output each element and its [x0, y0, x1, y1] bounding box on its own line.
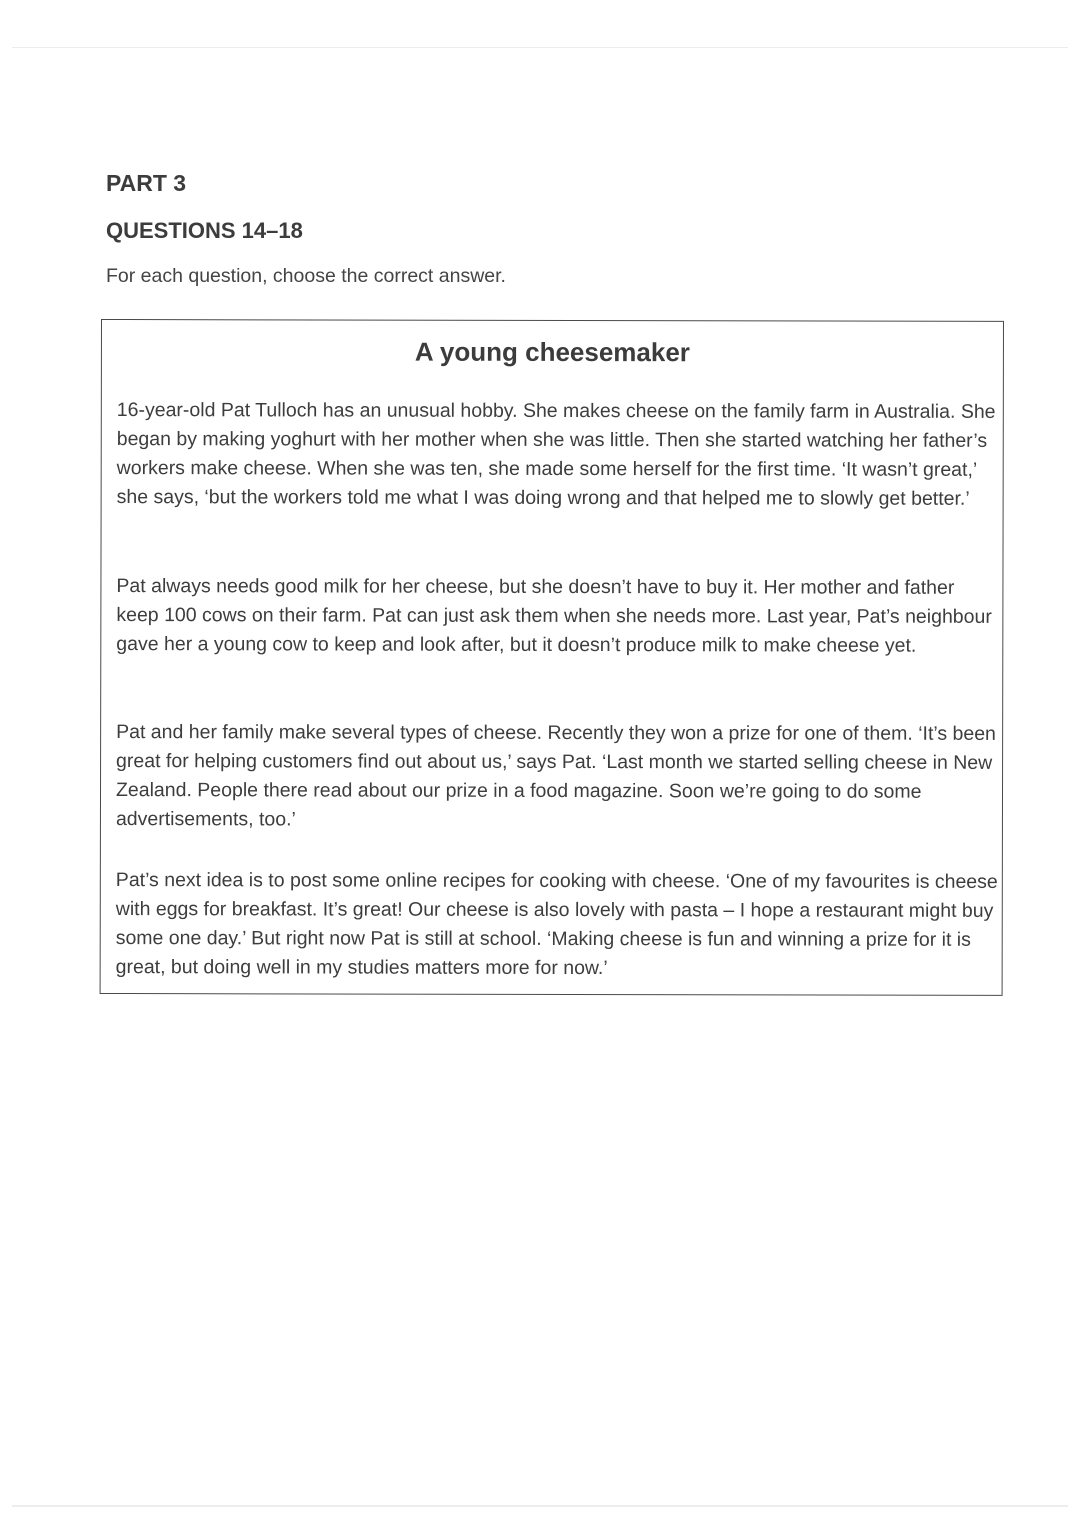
article-box	[100, 319, 1004, 996]
article-paragraph-4: Pat’s next idea is to post some online recipes for cooking with cheese. ‘One of my favourites is cheese with eggs for breakfast. It’s great! Our cheese is also lovely with pasta – I hope a restaurant might buy some one day.’ But right now Pat is still at school. ‘Making cheese is fun and winning a prize for it is great, but doing well in my studies matters more for now.’	[115, 869, 998, 980]
bottom-divider	[12, 1505, 1068, 1507]
part-heading: PART 3	[106, 170, 187, 196]
article-paragraph-1: 16-year-old Pat Tulloch has an unusual hobby. She makes cheese on the family farm in Australia. She began by making yoghurt with her mother when she was little. Then she started watching her father’s workers make cheese. When she was ten, she made some herself for the first time. ‘It wasn’t great,’ she says, ‘but the workers told me what I was doing wrong and that helped me to slowly get better.’	[116, 399, 996, 510]
questions-heading: QUESTIONS 14–18	[106, 218, 303, 243]
article-title: A young cheesemaker	[414, 336, 690, 368]
article-paragraph-2: Pat always needs good milk for her cheese, but she doesn’t have to buy it. Her mother and father keep 100 cows on their farm. Pat can just ask them when she needs more. Last year, Pat’s neighbour gave her a young cow to keep and look after, but it doesn’t produce milk to make cheese yet.	[116, 575, 992, 657]
instruction-text: For each question, choose the correct answer.	[106, 265, 506, 287]
article-paragraph-3: Pat and her family make several types of cheese. Recently they won a prize for one of them. ‘It’s been great for helping customers find out about us,’ says Pat. ‘Last month we started selling cheese in New Zealand. People there read about our prize in a food magazine. Soon we’re going to do some advertisements, too.’	[115, 721, 996, 831]
top-divider	[12, 47, 1068, 48]
